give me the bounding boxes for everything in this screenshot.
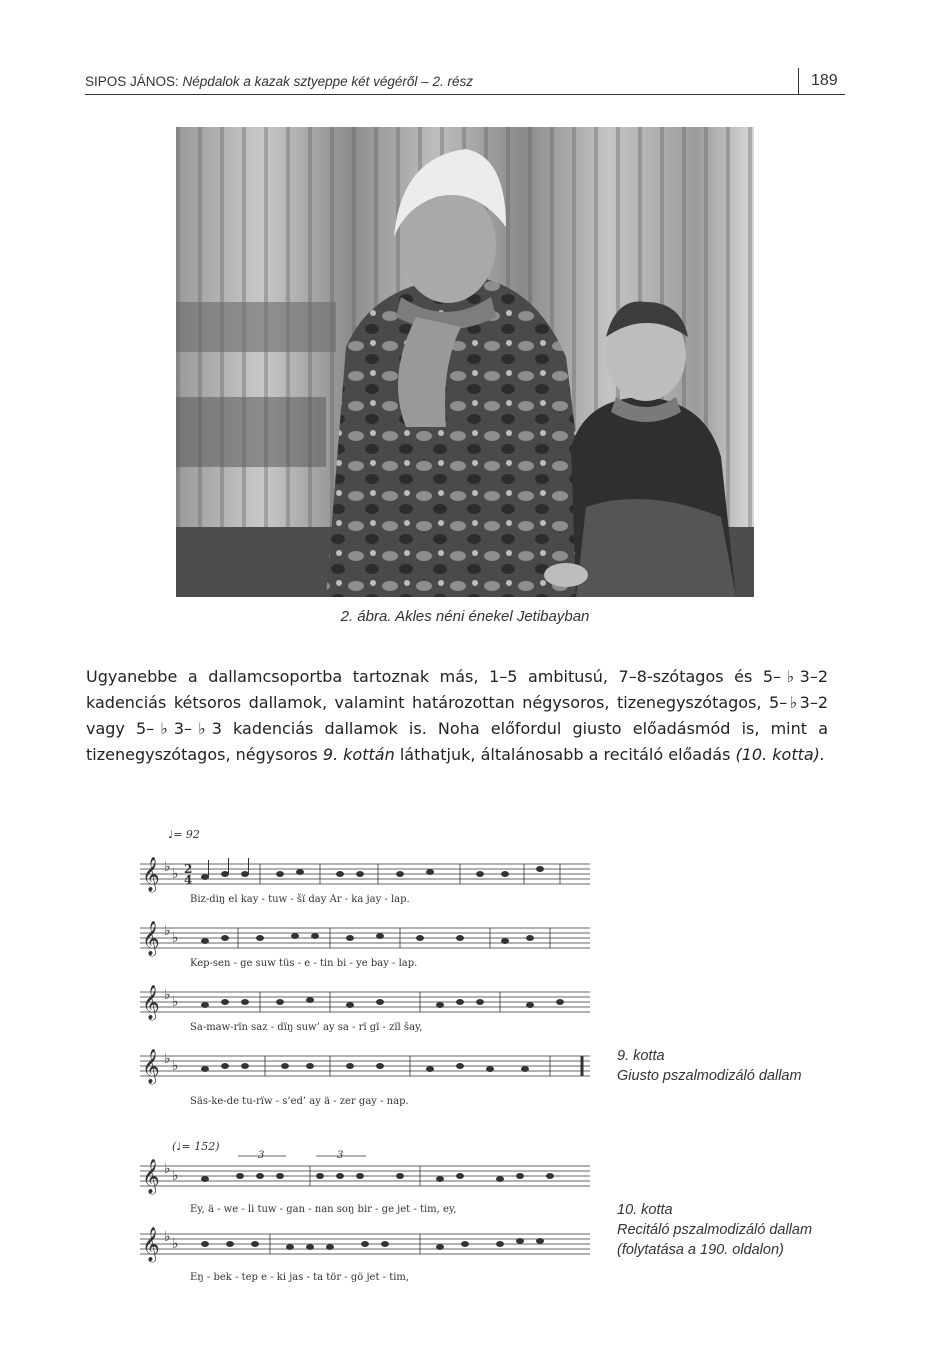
svg-text:♭: ♭	[164, 1161, 171, 1177]
score-svg	[120, 816, 600, 1296]
kotta-9-number: 9. kotta	[617, 1048, 665, 1064]
kotta-9-title: Giusto pszalmodizáló dallam	[617, 1068, 802, 1084]
svg-text:♭: ♭	[164, 1229, 171, 1245]
triplet-marks	[238, 1150, 366, 1161]
svg-text:𝄞: 𝄞	[142, 1227, 160, 1262]
time-signature	[184, 862, 192, 887]
tempo-marking-10: (♩= 152)	[172, 1140, 220, 1153]
svg-text:3: 3	[258, 1150, 265, 1161]
lyric-line-4: Säs-ke-de tu-rïw - s’ed’ ay ä - zer gay - nap.	[190, 1096, 409, 1107]
running-head-title	[85, 74, 473, 89]
staff-2	[140, 928, 590, 948]
page-number: 189	[798, 68, 845, 94]
key-signatures	[164, 859, 179, 1252]
photo-illustration	[176, 127, 754, 597]
svg-text:♭: ♭	[172, 866, 179, 882]
svg-text:𝄞: 𝄞	[142, 1049, 160, 1084]
svg-text:2: 2	[184, 862, 193, 876]
staff-3	[140, 992, 590, 1012]
running-head	[85, 66, 845, 96]
kotta-10-number: 10. kotta	[617, 1202, 673, 1218]
kotta-10-title: Recitáló pszalmodizáló dallam	[617, 1222, 813, 1238]
article-title: Népdalok a kazak sztyeppe két végéről – 2. rész	[182, 74, 473, 89]
paragraph-main: Ugyanebbe a dallamcsoportba tartoznak más, 1–5 ambitusú, 7–8-szótagos és 5–♭3–2 kadenciás kétsoros dallamok, valamint határozottan négysoros, tizenegyszótagos, 5–♭3–2 vagy 5–♭3–♭3 kadenciás dallamok is. Noha előfordul giusto előadásmód is, mint a tizenegyszótagos, négysoros	[86, 667, 828, 764]
clefs	[142, 857, 160, 1263]
svg-text:𝄞: 𝄞	[142, 857, 160, 892]
svg-text:♭: ♭	[164, 859, 171, 875]
lyric-line-5: Ey, ä - we - li tuw - gan - nan soŋ bir - ge jet - tim, ey,	[190, 1204, 457, 1215]
figure-caption: 2. ábra. Akles néni énekel Jetibayban	[340, 608, 590, 625]
svg-text:♭: ♭	[172, 1058, 179, 1074]
tempo-marking-9: ♩= 92	[168, 828, 200, 841]
svg-text:♭: ♭	[172, 1236, 179, 1252]
body-paragraph	[86, 664, 828, 768]
svg-text:𝄞: 𝄞	[142, 985, 160, 1020]
svg-text:♭: ♭	[164, 987, 171, 1003]
header-rule	[85, 94, 845, 95]
lyric-line-2: Kep-sen - ge suw tüs - e - tin bi - ye bay - lap.	[190, 958, 418, 969]
svg-text:♭: ♭	[172, 994, 179, 1010]
svg-text:♭: ♭	[172, 930, 179, 946]
svg-text:♭: ♭	[164, 1051, 171, 1067]
svg-text:𝄞: 𝄞	[142, 1159, 160, 1194]
kotta-10-continuation: (folytatása a 190. oldalon)	[617, 1242, 784, 1258]
svg-text:𝄞: 𝄞	[142, 921, 160, 956]
kotta-9-label	[617, 1046, 802, 1086]
figure-photo	[176, 127, 754, 597]
paragraph-after: láthatjuk, általánosabb a recitáló előadás	[399, 745, 731, 764]
author-name: SIPOS JÁNOS:	[85, 74, 179, 89]
music-score	[120, 816, 600, 1296]
lyric-line-6: Eŋ - bek - tep e - ki jas - ta tör - gö jet - tim,	[190, 1272, 410, 1283]
staff-4	[140, 1056, 590, 1076]
ref-kotta-9: 9. kottán	[322, 745, 395, 764]
notes	[202, 858, 564, 1250]
kotta-10-label	[617, 1200, 812, 1260]
lyrics	[190, 894, 456, 1283]
svg-text:♭: ♭	[164, 923, 171, 939]
lyric-line-1: Biz-diŋ el kay - tuw - šï day Ar - ka jay - lap.	[190, 894, 410, 905]
svg-text:4: 4	[184, 873, 193, 887]
svg-text:♭: ♭	[172, 1168, 179, 1184]
ref-kotta-10: (10. kotta).	[735, 745, 826, 764]
lyric-line-3: Sa-maw-rïn saz - dïŋ suw’ ay sa - rï gï - zïl šay,	[190, 1022, 423, 1033]
staff-1	[140, 864, 590, 884]
svg-text:3: 3	[337, 1150, 344, 1161]
